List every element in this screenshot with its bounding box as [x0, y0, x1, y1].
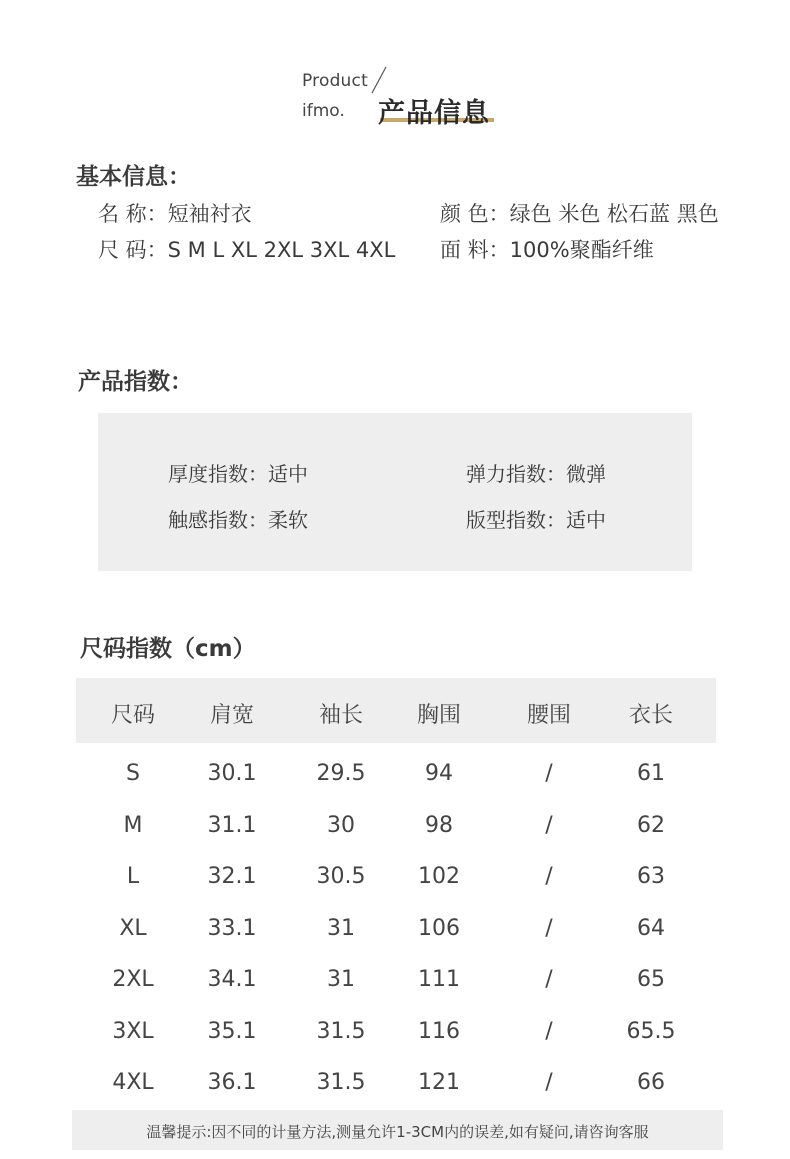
cell-shoulder: 32.1 — [207, 864, 257, 889]
cell-size: 2XL — [112, 967, 154, 992]
index-thickness: 厚度指数：适中 — [168, 462, 308, 486]
header-sleeve: 袖长 — [318, 703, 363, 728]
cell-waist: / — [545, 813, 553, 838]
cell-size: S — [126, 761, 140, 786]
info-fabric: 面 料：100%聚酯纤维 — [440, 238, 654, 262]
info-name: 名 称：短袖衬衣 — [98, 202, 252, 226]
cell-length: 65 — [637, 967, 665, 992]
cell-sleeve: 31.5 — [316, 1070, 366, 1095]
cell-sleeve: 29.5 — [316, 761, 366, 786]
cell-length: 66 — [637, 1070, 665, 1095]
cell-waist: / — [545, 967, 553, 992]
cell-sleeve: 30 — [327, 813, 355, 838]
cell-shoulder: 33.1 — [207, 916, 257, 941]
cell-waist: / — [545, 761, 553, 786]
cell-shoulder: 35.1 — [207, 1019, 257, 1044]
cell-sleeve: 30.5 — [316, 864, 366, 889]
tip-bar — [72, 1110, 723, 1150]
cell-size: 3XL — [112, 1019, 154, 1044]
cell-size: M — [123, 813, 143, 838]
header-product-label: Product — [302, 71, 368, 91]
product-index-title: 产品指数： — [78, 369, 193, 395]
cell-chest: 111 — [418, 967, 460, 992]
cell-sleeve: 31 — [327, 916, 355, 941]
index-fit: 版型指数：适中 — [466, 508, 606, 532]
index-touch: 触感指数：柔软 — [168, 508, 308, 532]
cell-chest: 116 — [418, 1019, 460, 1044]
cell-chest: 121 — [418, 1070, 460, 1095]
cell-sleeve: 31.5 — [316, 1019, 366, 1044]
index-elasticity: 弹力指数：微弹 — [466, 462, 606, 486]
header-chest: 胸围 — [416, 703, 461, 728]
cell-chest: 94 — [425, 761, 453, 786]
cell-length: 62 — [637, 813, 665, 838]
cell-size: L — [126, 864, 140, 889]
cell-chest: 98 — [425, 813, 453, 838]
size-index-title: 尺码指数（cm） — [80, 636, 256, 662]
cell-sleeve: 31 — [327, 967, 355, 992]
cell-length: 65.5 — [626, 1019, 676, 1044]
page-title: 产品信息 — [378, 98, 490, 129]
cell-length: 63 — [637, 864, 665, 889]
index-panel — [98, 413, 692, 571]
cell-waist: / — [545, 916, 553, 941]
cell-shoulder: 31.1 — [207, 813, 257, 838]
cell-size: XL — [119, 916, 147, 941]
cell-size: 4XL — [112, 1070, 154, 1095]
cell-waist: / — [545, 1070, 553, 1095]
slash-decoration — [369, 66, 389, 94]
cell-shoulder: 30.1 — [207, 761, 257, 786]
tip-text: 温馨提示:因不同的计量方法,测量允许1-3CM内的误差,如有疑问,请咨询客服 — [146, 1123, 649, 1141]
header-ifmo-label: ifmo. — [302, 101, 345, 121]
header-waist: 腰围 — [526, 703, 571, 728]
cell-waist: / — [545, 1019, 553, 1044]
basic-info-title: 基本信息： — [76, 164, 191, 190]
info-color: 颜 色：绿色 米色 松石蓝 黑色 — [440, 202, 719, 226]
cell-shoulder: 36.1 — [207, 1070, 257, 1095]
cell-length: 64 — [637, 916, 665, 941]
header-size: 尺码 — [110, 703, 155, 728]
cell-shoulder: 34.1 — [207, 967, 257, 992]
info-size: 尺 码：S M L XL 2XL 3XL 4XL — [98, 238, 396, 262]
cell-length: 61 — [637, 761, 665, 786]
cell-chest: 106 — [418, 916, 460, 941]
header-shoulder: 肩宽 — [209, 703, 254, 728]
header-length: 衣长 — [628, 703, 673, 728]
cell-chest: 102 — [418, 864, 460, 889]
cell-waist: / — [545, 864, 553, 889]
